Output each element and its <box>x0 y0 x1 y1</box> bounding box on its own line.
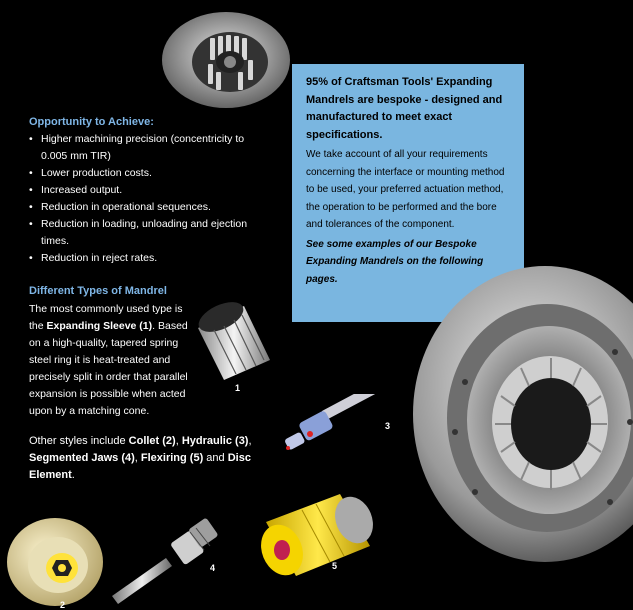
callout-cta: See some examples of our Bespoke Expanding Mandrels on the following pages. <box>306 238 484 285</box>
segmented-jaws-label: Segmented Jaws (4) <box>29 452 135 464</box>
list-item: • Increased output. <box>29 182 259 199</box>
figure-label-4: 4 <box>210 563 216 573</box>
collet-mandrel-image <box>0 510 110 609</box>
types-intro <box>29 301 199 420</box>
figure-label-2: 2 <box>60 600 66 610</box>
list-item: • Reduction in operational sequences. <box>29 199 259 216</box>
flexiring-label: Flexiring (5) <box>140 452 204 464</box>
types-intro-post: . Based on a high-quality, tapered spring steel ring it is heat-treated and precisely split in order that parallel expansion is possible when acted upon by a matching cone. <box>29 320 188 417</box>
collet-label: Collet (2) <box>128 435 176 447</box>
separator: , <box>134 452 141 464</box>
hydraulic-label: Hydraulic (3) <box>181 435 249 447</box>
expanding-sleeve-label: Expanding Sleeve (1) <box>46 320 153 332</box>
list-item: • Higher machining precision (concentricity to 0.005 mm TIR) <box>29 131 259 165</box>
others-pre: Other styles include <box>29 435 129 447</box>
list-item: • Lower production costs. <box>29 165 259 182</box>
disc-element-label: Disc Element <box>29 452 251 481</box>
figure-label-5: 5 <box>332 561 338 571</box>
others-end: . <box>71 469 75 481</box>
large-mandrel-image <box>405 262 633 562</box>
hydraulic-mandrel-image <box>278 394 391 462</box>
opportunity-heading: Opportunity to Achieve: <box>29 116 154 128</box>
expanding-sleeve-image <box>192 300 274 382</box>
list-item: • Reduction in loading, unloading and ejection times. <box>29 216 259 250</box>
callout-paragraph: We take account of all your requirements concerning the interface or mounting method to be used, your preferred actuation method, the operation to be performed and the bore and tolerances of the component. <box>306 149 505 230</box>
figure-label-3: 3 <box>385 421 391 431</box>
types-others <box>29 433 269 484</box>
types-intro-pre: The most commonly used type is the <box>29 303 183 332</box>
callout-lead: 95% of Craftsman Tools' Expanding Mandrels are bespoke - designed and manufactured to meet exact specifications. <box>306 76 503 141</box>
top-chuck-image <box>158 0 298 112</box>
separator: and <box>203 452 228 464</box>
types-heading: Different Types of Mandrel <box>29 285 167 297</box>
separator: , <box>175 435 182 447</box>
list-item: • Reduction in reject rates. <box>29 250 259 267</box>
separator: , <box>248 435 252 447</box>
flexiring-image <box>252 486 382 582</box>
figure-label-1: 1 <box>235 383 241 393</box>
opportunity-list <box>29 131 259 267</box>
